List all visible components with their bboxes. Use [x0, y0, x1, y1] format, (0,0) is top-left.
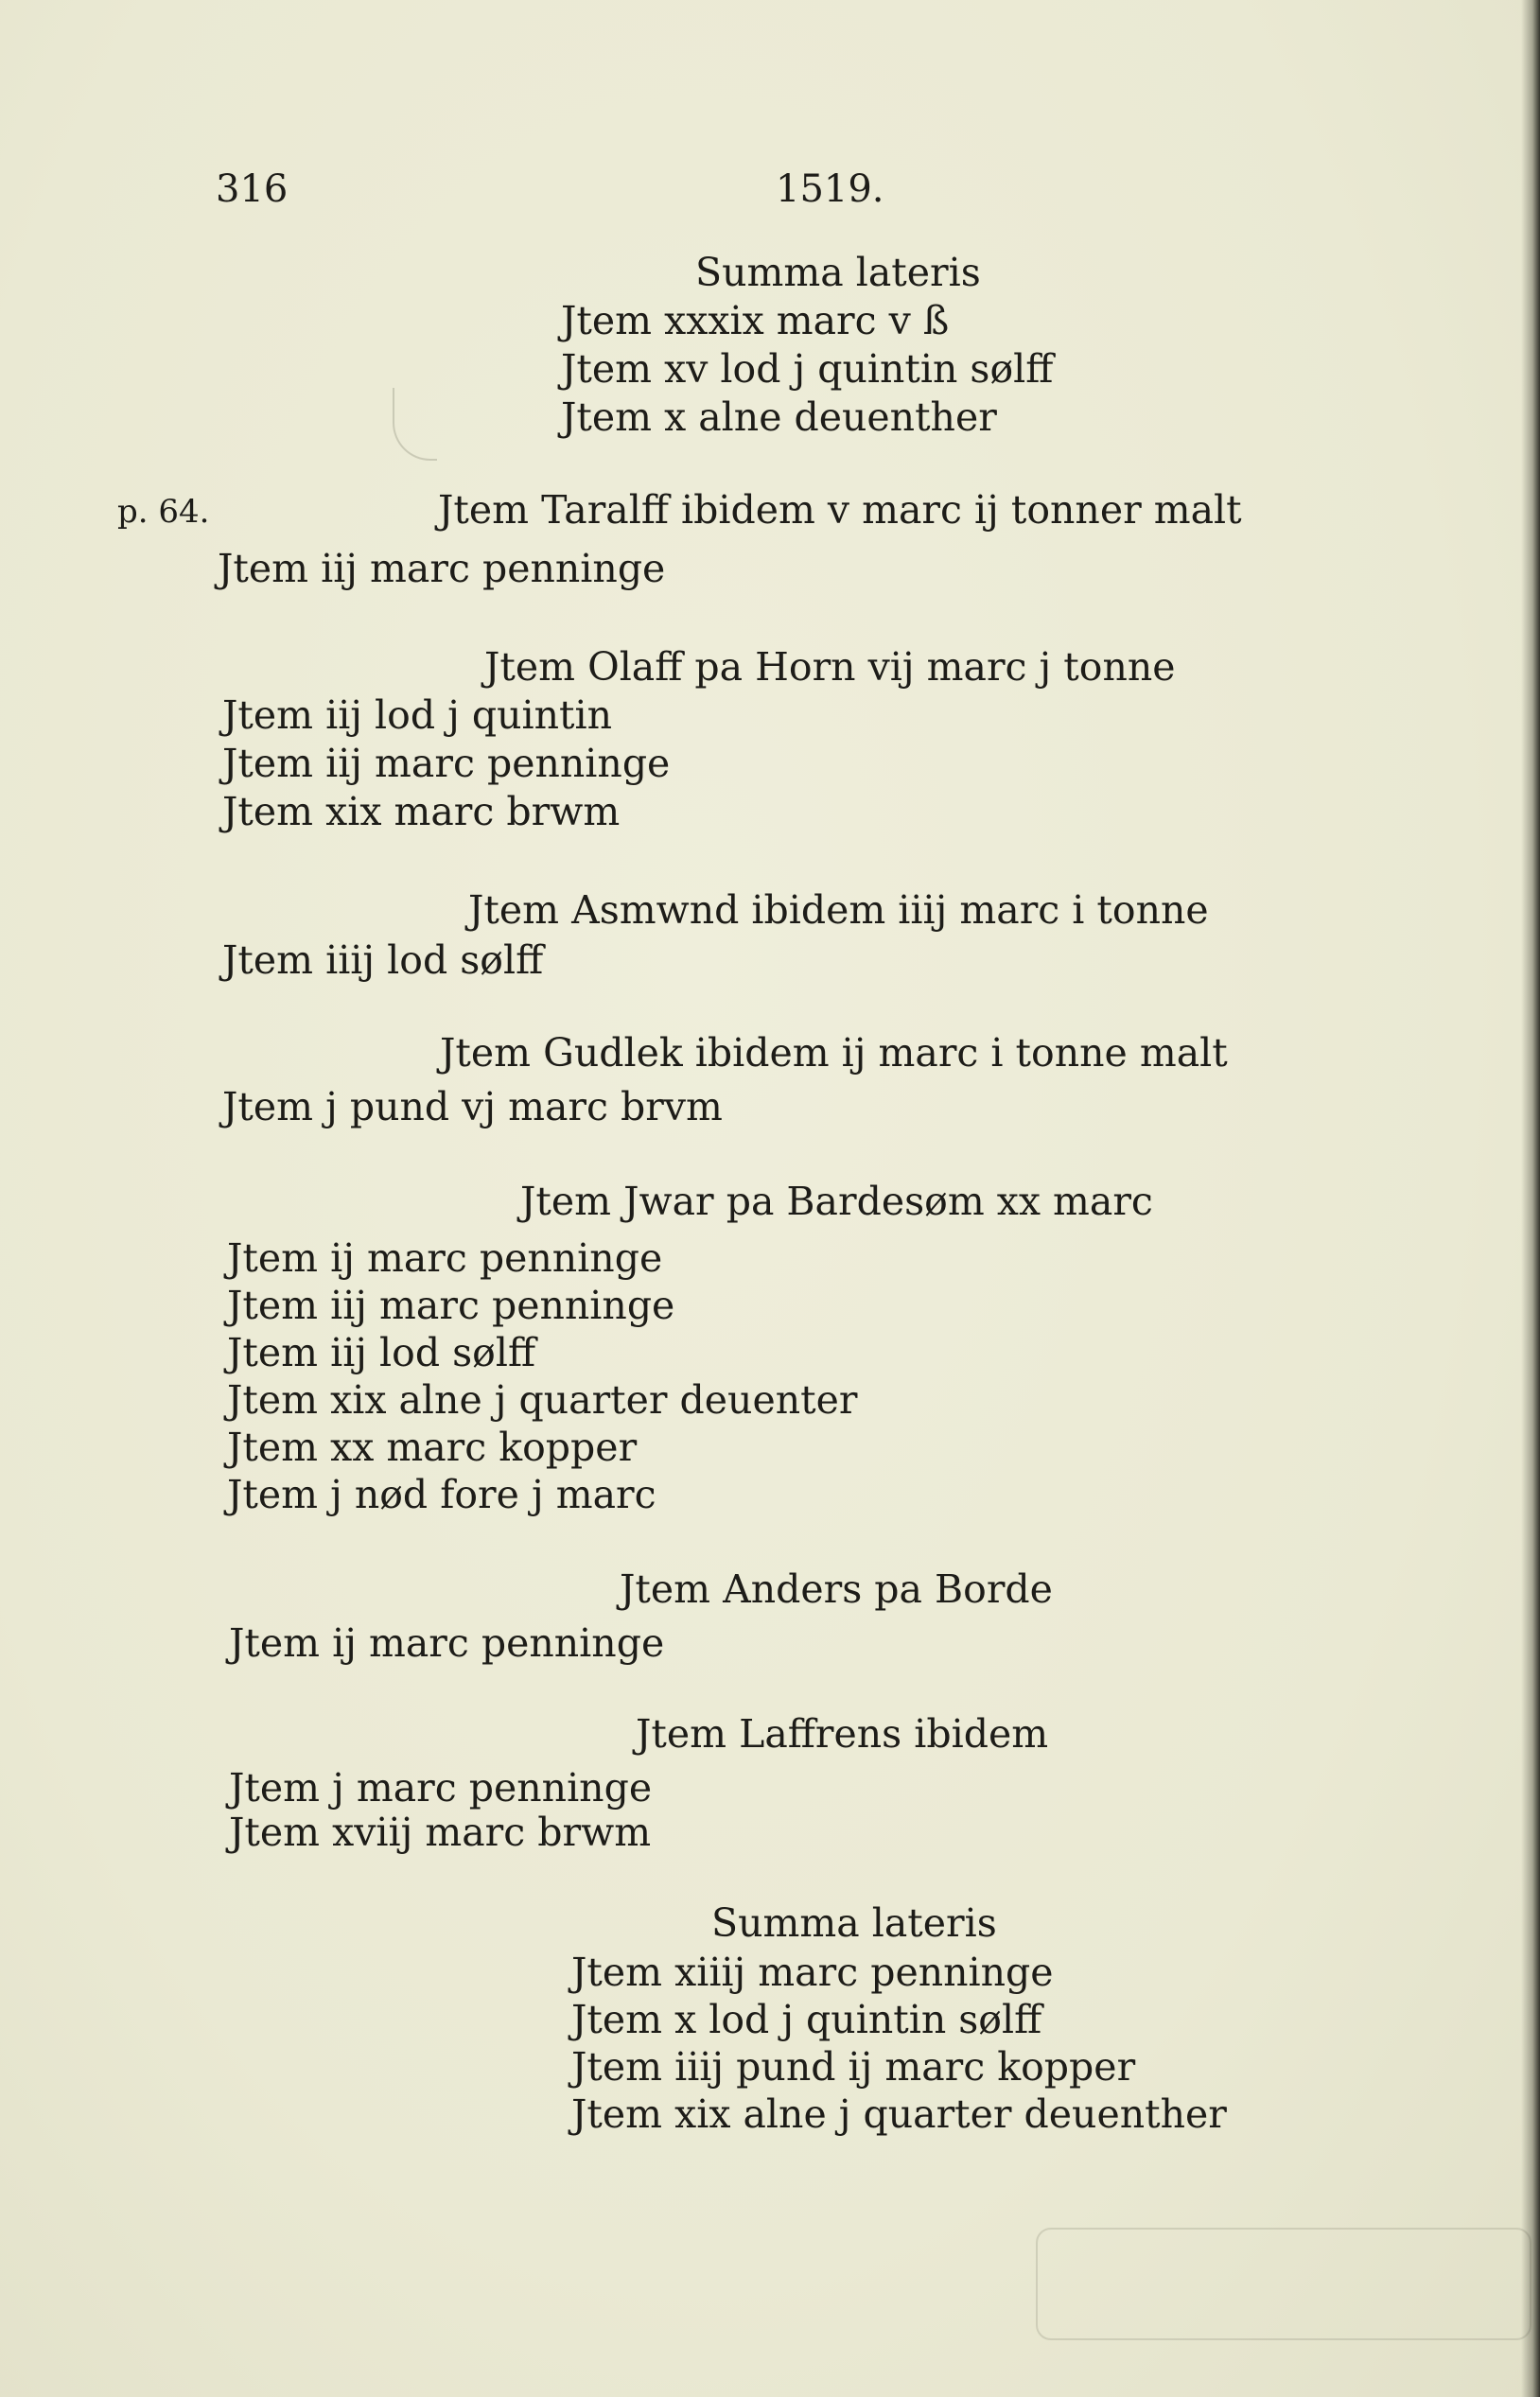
text-line: Jtem x lod j quintin sølff [571, 1997, 1042, 2042]
text-line: Jtem xix alne j quarter deuenter [227, 1377, 858, 1423]
text-line: Jtem xix marc brwm [222, 789, 621, 834]
text-line: Jtem xviij marc brwm [229, 1810, 652, 1855]
text-line: Jtem xix alne j quarter deuenther [571, 2091, 1227, 2137]
text-line: Jtem ij marc penninge [229, 1620, 665, 1666]
page-edge-shadow [1521, 0, 1540, 2397]
text-line: Jtem iij marc penninge [218, 546, 666, 591]
margin-note: p. 64. [117, 493, 210, 531]
bleed-through-mark [393, 388, 437, 461]
text-line: Jtem xx marc kopper [227, 1425, 638, 1470]
text-line: Summa lateris [695, 250, 981, 295]
text-line: Jtem xxxix marc v ß [561, 298, 950, 343]
text-line: Jtem x alne deuenther [561, 394, 997, 440]
text-line: Jtem Gudlek ibidem ij marc i tonne malt [440, 1030, 1228, 1076]
text-line: Jtem Olaff pa Horn vij marc j tonne [484, 644, 1176, 690]
text-line: Summa lateris [711, 1900, 997, 1946]
text-line: Jtem iij marc penninge [222, 741, 671, 786]
text-line: Jtem j nød fore j marc [227, 1472, 656, 1517]
text-line: Jtem j pund vj marc brvm [222, 1084, 723, 1129]
text-line: Jtem iij lod j quintin [222, 692, 613, 738]
text-line: Jtem xiiij marc penninge [571, 1950, 1054, 1995]
text-line: Jtem Jwar pa Bardesøm xx marc [520, 1179, 1153, 1224]
text-line: Jtem j marc penninge [229, 1765, 653, 1811]
page-number: 316 [216, 167, 289, 211]
text-line: Jtem iij lod sølff [227, 1330, 536, 1375]
text-line: Jtem Anders pa Borde [620, 1566, 1053, 1612]
paper-smudge [1036, 2228, 1531, 2340]
text-line: Jtem Asmwnd ibidem iiij marc i tonne [468, 887, 1209, 933]
text-line: Jtem xv lod j quintin sølff [561, 346, 1054, 392]
text-line: Jtem Taralff ibidem v marc ij tonner malt [438, 487, 1242, 533]
text-line: Jtem iiij lod sølff [222, 937, 544, 983]
page-year: 1519. [776, 167, 884, 211]
text-line: Jtem ij marc penninge [227, 1235, 663, 1281]
text-line: Jtem Laffrens ibidem [636, 1711, 1049, 1757]
text-line: Jtem iij marc penninge [227, 1283, 675, 1328]
text-line: Jtem iiij pund ij marc kopper [571, 2044, 1136, 2090]
